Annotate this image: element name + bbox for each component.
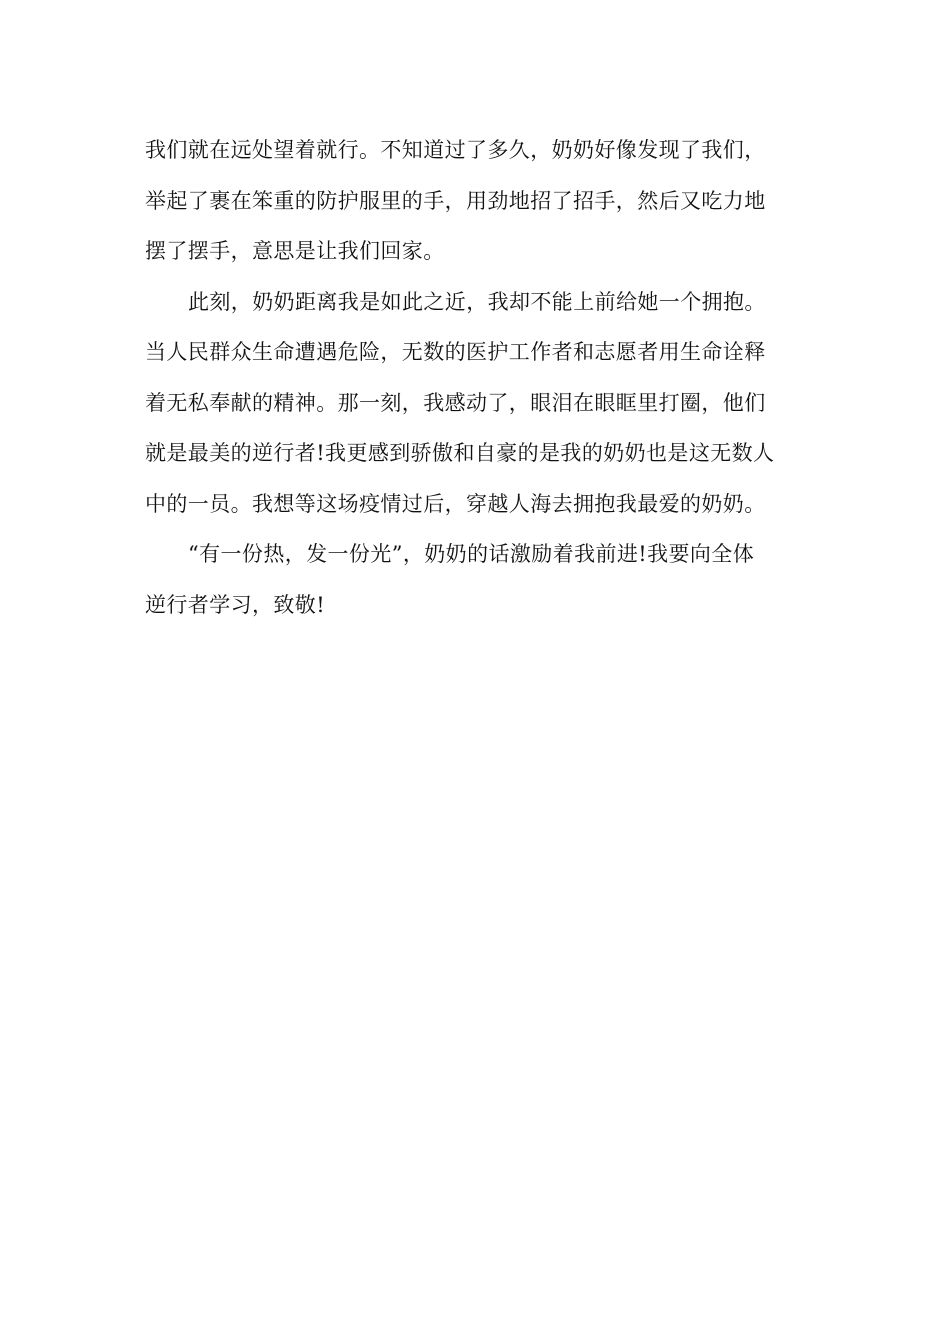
paragraph-start-line: “有一份热，发一份光”，奶奶的话激励着我前进!我要向全体	[188, 542, 755, 566]
text-line: 着无私奉献的精神。那一刻，我感动了，眼泪在眼眶里打圈，他们	[145, 390, 766, 415]
text-line: 就是最美的逆行者!我更感到骄傲和自豪的是我的奶奶也是这无数人	[145, 441, 775, 465]
text-line: 举起了裹在笨重的防护服里的手，用劲地招了招手，然后又吃力地	[145, 188, 766, 213]
text-line: 我们就在远处望着就行。不知道过了多久，奶奶好像发现了我们，	[145, 138, 766, 162]
text-line: 摆了摆手，意思是让我们回家。	[145, 239, 445, 263]
paragraph-start-line: 此刻，奶奶距离我是如此之近，我却不能上前给她一个拥抱。	[188, 289, 766, 314]
text-line: 当人民群众生命遭遇危险，无数的医护工作者和志愿者用生命诠释	[145, 340, 766, 364]
body-text	[145, 132, 809, 637]
text-line: 中的一员。我想等这场疫情过后，穿越人海去拥抱我最爱的奶奶。	[145, 491, 766, 516]
text-line: 逆行者学习，致敬!	[145, 592, 326, 617]
